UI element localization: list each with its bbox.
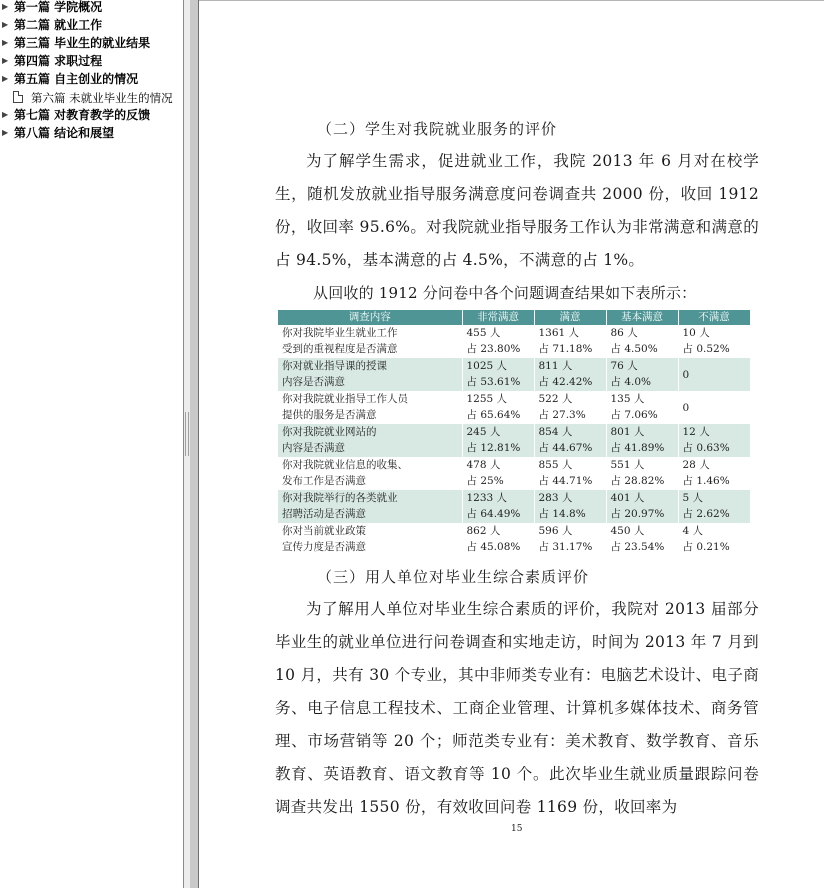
- page-icon: [13, 91, 23, 103]
- document-page: [198, 0, 824, 888]
- splitter-grip-icon[interactable]: [185, 412, 189, 456]
- value-cell: 86 人 占 4.50%: [606, 325, 678, 358]
- value-cell: 401 人 占 20.97%: [606, 490, 678, 523]
- expand-arrow-icon[interactable]: ▶: [2, 38, 9, 47]
- expand-arrow-icon[interactable]: ▶: [2, 74, 9, 83]
- table-header-row: [278, 310, 750, 325]
- bookmarks-panel: [0, 0, 183, 888]
- page-number: 15: [511, 824, 523, 834]
- value-cell: 10 人 占 0.52%: [678, 325, 750, 358]
- expand-arrow-icon[interactable]: ▶: [2, 20, 9, 29]
- value-cell: 28 人 占 1.46%: [678, 457, 750, 490]
- section-2-title: （二）学生对我院就业服务的评价: [317, 120, 558, 138]
- value-cell: 801 人 占 41.89%: [606, 424, 678, 457]
- value-cell: 862 人 占 45.08%: [462, 523, 534, 556]
- value-cell: 522 人 占 27.3%: [534, 391, 606, 424]
- table-header-cell: 非常满意: [462, 310, 534, 325]
- document-viewer[interactable]: [190, 0, 824, 888]
- value-cell: 0: [678, 391, 750, 424]
- expand-arrow-icon[interactable]: ▶: [2, 56, 9, 65]
- value-cell: 12 人 占 0.63%: [678, 424, 750, 457]
- question-cell: 你对当前就业政策 宣传力度是否满意: [278, 523, 462, 556]
- table-header-cell: 调查内容: [278, 310, 462, 325]
- value-cell: 5 人 占 2.62%: [678, 490, 750, 523]
- bookmark-label[interactable]: 第六篇 未就业毕业生的情况: [31, 91, 173, 105]
- table-header-cell: 满意: [534, 310, 606, 325]
- value-cell: 283 人 占 14.8%: [534, 490, 606, 523]
- value-cell: 854 人 占 44.67%: [534, 424, 606, 457]
- question-cell: 你对我院就业信息的收集、 发布工作是否满意: [278, 457, 462, 490]
- value-cell: 855 人 占 44.71%: [534, 457, 606, 490]
- value-cell: 1025 人 占 53.61%: [462, 358, 534, 391]
- table-row: [278, 358, 750, 391]
- expand-arrow-icon[interactable]: ▶: [2, 110, 9, 119]
- expand-arrow-icon[interactable]: ▶: [2, 2, 9, 11]
- value-cell: 1233 人 占 64.49%: [462, 490, 534, 523]
- question-cell: 你对我院毕业生就业工作 受到的重视程度是否满意: [278, 325, 462, 358]
- value-cell: 0: [678, 358, 750, 391]
- expand-arrow-icon[interactable]: ▶: [2, 128, 9, 137]
- table-row: [278, 523, 750, 556]
- question-cell: 你对我院就业指导工作人员 提供的服务是否满意: [278, 391, 462, 424]
- value-cell: 596 人 占 31.17%: [534, 523, 606, 556]
- value-cell: 551 人 占 28.82%: [606, 457, 678, 490]
- bookmark-label[interactable]: 第四篇 求职过程: [14, 54, 103, 68]
- value-cell: 455 人 占 23.80%: [462, 325, 534, 358]
- page-top-edge: [199, 0, 824, 1]
- value-cell: 1255 人 占 65.64%: [462, 391, 534, 424]
- value-cell: 811 人 占 42.42%: [534, 358, 606, 391]
- value-cell: 1361 人 占 71.18%: [534, 325, 606, 358]
- value-cell: 135 人 占 7.06%: [606, 391, 678, 424]
- value-cell: 450 人 占 23.54%: [606, 523, 678, 556]
- bookmark-label[interactable]: 第一篇 学院概况: [14, 0, 103, 14]
- table-intro: 从回收的 1912 分问卷中各个问题调查结果如下表所示：: [313, 284, 697, 302]
- table-header-cell: 不满意: [678, 310, 750, 325]
- bookmark-label[interactable]: 第八篇 结论和展望: [14, 126, 115, 140]
- bookmark-label[interactable]: 第七篇 对教育教学的反馈: [14, 108, 151, 122]
- value-cell: 4 人 占 0.21%: [678, 523, 750, 556]
- table-row: [278, 490, 750, 523]
- value-cell: 76 人 占 4.0%: [606, 358, 678, 391]
- table-header-cell: 基本满意: [606, 310, 678, 325]
- table-row: [278, 325, 750, 358]
- table-row: [278, 457, 750, 490]
- section-2-paragraph: 为了解学生需求，促进就业工作，我院 2013 年 6 月对在校学生，随机发放就业指导服务满意度问卷调查共 2000 份，收回 1912 份，收回率 95.6%。对我院就业指导服务工作认为非常满意和满意的占 94.5%，基本满意的占 4.5%，不满意的占 1%。: [275, 152, 759, 269]
- section-3-paragraph: 为了解用人单位对毕业生综合素质的评价，我院对 2013 届部分毕业生的就业单位进行问卷调查和实地走访，时间为 2013 年 7 月到 10 月，共有 30 个专业，其中非师类专业有：电脑艺术设计、电子商务、电子信息工程技术、工商企业管理、计算机多媒体技术、商务管理、市场营销等 20 个；师范类专业有：美术教育、数学教育、音乐教育、英语教育、语文教育等 10 个。此次毕业生就业质量跟踪问卷调查共发出 1550 份，有效收回问卷 1169 份，收回率为: [275, 600, 759, 816]
- survey-table: [278, 310, 751, 556]
- bookmark-label[interactable]: 第三篇 毕业生的就业结果: [14, 36, 151, 50]
- question-cell: 你对我院举行的各类就业 招聘活动是否满意: [278, 490, 462, 523]
- value-cell: 245 人 占 12.81%: [462, 424, 534, 457]
- question-cell: 你对就业指导课的授课 内容是否满意: [278, 358, 462, 391]
- question-cell: 你对我院就业网站的 内容是否满意: [278, 424, 462, 457]
- section-3-title: （三）用人单位对毕业生综合素质评价: [317, 568, 590, 586]
- value-cell: 478 人 占 25%: [462, 457, 534, 490]
- table-row: [278, 391, 750, 424]
- table-row: [278, 424, 750, 457]
- bookmark-label[interactable]: 第二篇 就业工作: [14, 18, 103, 32]
- bookmark-label[interactable]: 第五篇 自主创业的情况: [14, 72, 139, 86]
